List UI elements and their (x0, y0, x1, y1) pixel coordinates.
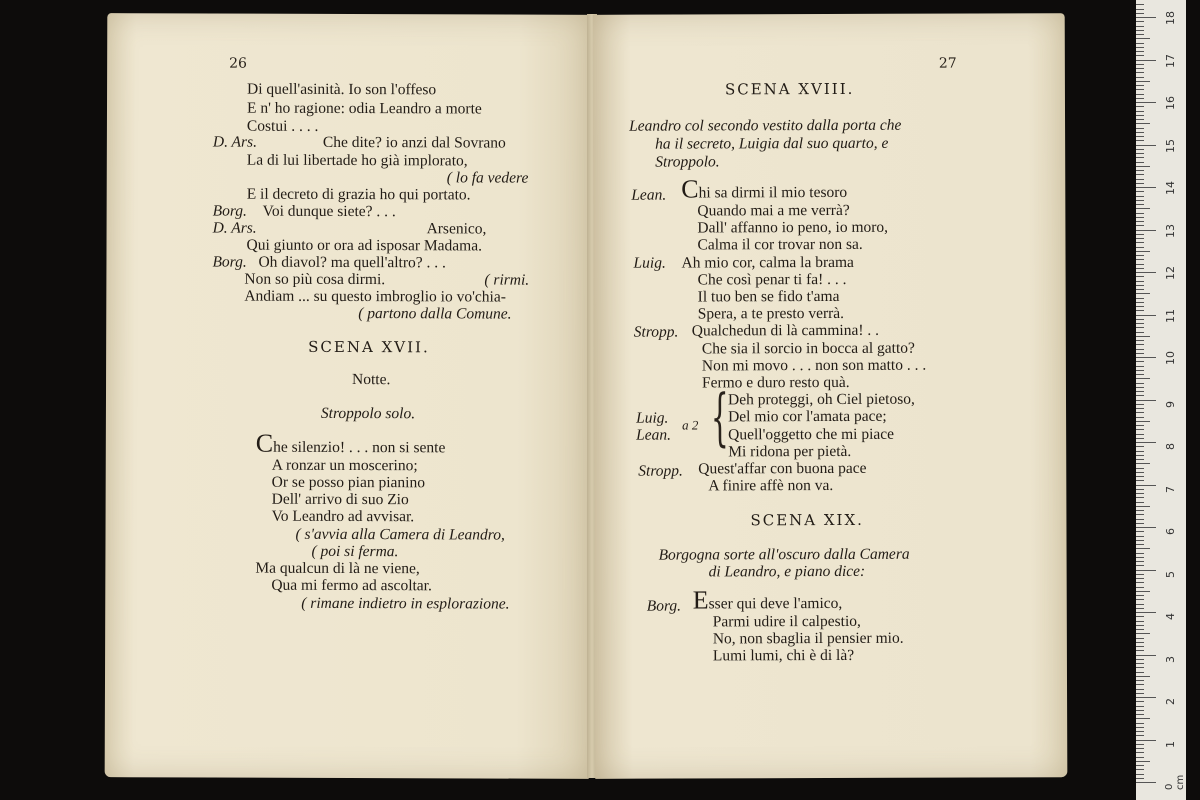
speaker-label: Stropp. (633, 323, 679, 341)
ruler-number: 9 (1164, 400, 1177, 408)
ruler-tick (1136, 174, 1144, 175)
verse-line: Qua mi fermo ad ascoltar. (271, 576, 432, 595)
ruler-tick (1136, 502, 1144, 503)
ruler-tick (1136, 442, 1156, 443)
verse-line: Qualchedun di là cammina! . . (691, 321, 880, 340)
ruler-tick (1136, 94, 1144, 95)
drop-cap: C (681, 174, 699, 204)
ruler-number: 13 (1164, 223, 1177, 238)
ruler-tick (1136, 340, 1144, 341)
verse-line: Calma il cor trovar non sa. (697, 235, 863, 254)
measurement-ruler (1136, 0, 1186, 800)
ruler-tick (1136, 77, 1144, 78)
ruler-tick (1136, 650, 1144, 651)
ruler-tick (1136, 408, 1144, 409)
ruler-tick (1136, 587, 1144, 588)
ruler-tick (1136, 298, 1144, 299)
ruler-tick (1136, 689, 1144, 690)
ruler-tick (1136, 761, 1150, 762)
ruler-tick (1136, 485, 1156, 486)
ruler-number: 4 (1164, 613, 1177, 620)
scene-title: SCENA XVIII. (724, 79, 855, 99)
ruler-tick (1136, 421, 1150, 422)
ruler-tick (1136, 676, 1150, 677)
stage-direction: di Leandro, e piano dice: (708, 562, 866, 581)
text-line: La di lui libertade ho già implorato, (246, 151, 468, 170)
ruler-tick (1136, 149, 1144, 150)
ruler-tick (1136, 693, 1144, 694)
ruler-tick (1136, 68, 1144, 69)
ruler-tick (1136, 106, 1144, 107)
verse-line: Che così penar ti fa! . . . (697, 270, 847, 289)
ruler-tick (1136, 591, 1150, 592)
ruler-tick (1136, 251, 1150, 252)
ruler-tick (1136, 153, 1144, 154)
ruler-tick (1136, 459, 1144, 460)
ruler-tick (1136, 361, 1144, 362)
ruler-tick (1136, 323, 1144, 324)
ruler-tick (1136, 242, 1144, 243)
ruler-tick (1136, 38, 1150, 39)
ruler-tick (1136, 183, 1144, 184)
ruler-tick (1136, 497, 1144, 498)
ruler-tick (1136, 387, 1144, 388)
ruler-tick (1136, 344, 1144, 345)
ruler-tick (1136, 778, 1144, 779)
text-line: E il decreto di grazia ho qui portato. (246, 185, 471, 204)
ruler-tick (1136, 540, 1144, 541)
ruler-tick (1136, 319, 1144, 320)
ruler-tick (1136, 455, 1144, 456)
ruler-tick (1136, 659, 1144, 660)
verse-line: Che sia il sorcio in bocca al gatto? (701, 339, 915, 358)
speaker-label: Borg. (646, 597, 682, 615)
ruler-tick (1136, 438, 1144, 439)
ruler-tick (1136, 26, 1144, 27)
ruler-tick (1136, 353, 1144, 354)
ruler-number: 2 (1164, 698, 1177, 705)
ruler-tick (1136, 259, 1144, 260)
drop-cap: C (255, 428, 274, 458)
ruler-number: 7 (1164, 485, 1177, 493)
ruler-tick (1136, 145, 1156, 146)
text-line: E n' ho ragione: odia Leandro a morte (246, 99, 482, 118)
ruler-tick (1136, 157, 1144, 158)
speaker-label: Lean. (631, 186, 667, 204)
stage-direction: Leandro col secondo vestito dalla porta che (629, 116, 902, 135)
ruler-tick (1136, 714, 1144, 715)
ruler-tick (1136, 136, 1144, 137)
ruler-tick (1136, 64, 1144, 65)
ruler-tick (1136, 34, 1144, 35)
ruler-tick (1136, 612, 1156, 613)
ruler-tick (1136, 718, 1150, 719)
ruler-tick (1136, 60, 1156, 61)
stage-direction: ( poi si ferma. (311, 542, 399, 561)
ruler-tick (1136, 548, 1150, 549)
verse-line (681, 174, 848, 204)
open-book (106, 14, 1066, 778)
ruler-tick (1136, 349, 1144, 350)
duet-marker: a 2 (682, 417, 699, 433)
ruler-tick (1136, 727, 1144, 728)
ruler-tick (1136, 680, 1144, 681)
ruler-tick (1136, 744, 1144, 745)
text-line: Costui . . . . (246, 117, 319, 135)
left-page (105, 13, 592, 779)
ruler-tick (1136, 179, 1144, 180)
ruler-tick (1136, 412, 1144, 413)
ruler-tick (1136, 225, 1144, 226)
ruler-tick (1136, 752, 1144, 753)
ruler-tick (1136, 255, 1144, 256)
ruler-tick (1136, 565, 1144, 566)
ruler-tick (1136, 519, 1144, 520)
ruler-tick (1136, 128, 1144, 129)
ruler-tick (1136, 370, 1144, 371)
ruler-tick (1136, 667, 1144, 668)
ruler-tick (1136, 553, 1144, 554)
verse-text: sser qui deve l'amico, (708, 594, 843, 613)
ruler-tick (1136, 119, 1144, 120)
text-line: Qui giunto or ora ad isposar Madama. (246, 236, 483, 255)
ruler-tick (1136, 616, 1144, 617)
ruler-tick (1136, 629, 1144, 630)
scene-title: SCENA XIX. (750, 510, 864, 530)
ruler-tick (1136, 468, 1144, 469)
ruler-tick (1136, 247, 1144, 248)
ruler-tick (1136, 774, 1144, 775)
ruler-tick (1136, 4, 1144, 5)
ruler-tick (1136, 633, 1150, 634)
ruler-tick (1136, 230, 1156, 231)
text-line: Voi dunque siete? . . . (262, 202, 396, 221)
ruler-tick (1136, 446, 1144, 447)
speaker-label: D. Ars. (212, 219, 257, 237)
text-line: Oh diavol? ma quell'altro? . . . (258, 253, 446, 272)
ruler-tick (1136, 200, 1144, 201)
ruler-tick (1136, 191, 1144, 192)
ruler-tick (1136, 608, 1144, 609)
stage-direction: Borgogna sorte all'oscuro dalla Camera (658, 545, 910, 564)
ruler-tick (1136, 268, 1144, 269)
ruler-tick (1136, 425, 1144, 426)
ruler-number: 1 (1164, 740, 1177, 748)
ruler-tick (1136, 701, 1144, 702)
verse-line: Lumi lumi, chi è di là? (712, 646, 855, 665)
ruler-tick (1136, 400, 1156, 401)
ruler-tick (1136, 536, 1144, 537)
ruler-tick (1136, 544, 1144, 545)
ruler-tick (1136, 480, 1144, 481)
ruler-tick (1136, 9, 1144, 10)
ruler-tick (1136, 782, 1156, 783)
ruler-tick (1136, 378, 1150, 379)
verse-line: Dell' arrivo di suo Zio (271, 490, 409, 509)
stage-direction: Stroppolo. (655, 153, 720, 171)
ruler-tick (1136, 208, 1150, 209)
ruler-tick (1136, 102, 1156, 103)
text-line: Arsenico, (426, 220, 487, 238)
speaker-label: Borg. (212, 253, 247, 271)
ruler-tick (1136, 599, 1144, 600)
ruler-unit-label: 0 cm (1164, 774, 1186, 790)
verse-line (255, 428, 446, 458)
verse-line: Mi ridona per pietà. (728, 442, 852, 461)
ruler-tick (1136, 306, 1144, 307)
ruler-tick (1136, 578, 1144, 579)
ruler-tick (1136, 604, 1144, 605)
ruler-number: 11 (1164, 308, 1177, 323)
ruler-tick (1136, 162, 1144, 163)
ruler-tick (1136, 238, 1144, 239)
verse-line: No, non sbaglia il pensier mio. (712, 629, 904, 648)
ruler-tick (1136, 302, 1144, 303)
ruler-tick (1136, 285, 1144, 286)
ruler-tick (1136, 213, 1144, 214)
ruler-tick (1136, 723, 1144, 724)
ruler-tick (1136, 434, 1144, 435)
verse-line: Quest'affar con buona pace (698, 459, 867, 478)
ruler-tick (1136, 417, 1144, 418)
ruler-tick (1136, 276, 1144, 277)
ruler-tick (1136, 217, 1144, 218)
ruler-tick (1136, 731, 1144, 732)
ruler-number: 17 (1164, 53, 1177, 68)
ruler-tick (1136, 272, 1156, 273)
verse-line: Fermo e duro resto quà. (701, 373, 850, 392)
verse-line: Dall' affanno io peno, io moro, (697, 218, 889, 237)
verse-line: Parmi udire il calpestio, (712, 612, 861, 631)
ruler-tick (1136, 642, 1144, 643)
ruler-tick (1136, 769, 1144, 770)
verse-line: Il tuo ben se fido t'ama (697, 287, 840, 306)
ruler-tick (1136, 55, 1144, 56)
ruler-number: 16 (1164, 96, 1177, 110)
ruler-tick (1136, 663, 1144, 664)
ruler-number: 3 (1164, 655, 1177, 663)
verse-line: Or se posso pian pianino (271, 473, 425, 492)
stage-direction: ( rimane indietro in esplorazione. (301, 594, 510, 613)
verse-line: Quell'oggetto che mi piace (728, 425, 895, 444)
stage-direction: ( partono dalla Comune. (358, 305, 512, 323)
verse-line: Ma qualcun di là ne viene, (255, 559, 420, 578)
text-line: Che dite? io anzi dal Sovrano (322, 133, 506, 152)
speaker-label: D. Ars. (212, 133, 257, 151)
ruler-tick (1136, 289, 1144, 290)
ruler-tick (1136, 293, 1150, 294)
ruler-tick (1136, 514, 1144, 515)
ruler-tick (1136, 98, 1144, 99)
verse-text: he silenzio! . . . non si sente (273, 438, 446, 457)
ruler-tick (1136, 621, 1144, 622)
stage-direction: ( rirmi. (484, 271, 530, 289)
verse-text: hi sa dirmi il mio tesoro (698, 183, 848, 202)
scene-setting: Notte. (352, 371, 391, 389)
ruler-tick (1136, 697, 1156, 698)
ruler-tick (1136, 710, 1144, 711)
ruler-number: 8 (1164, 443, 1177, 450)
character-note: Stroppolo solo. (320, 404, 416, 423)
ruler-tick (1136, 366, 1144, 367)
verse-line: Non mi movo . . . non son matto . . . (701, 356, 927, 375)
ruler-number: 14 (1164, 181, 1177, 195)
ruler-tick (1136, 531, 1144, 532)
ruler-tick (1136, 85, 1144, 86)
verse-line (692, 585, 843, 615)
page-number: 26 (229, 55, 248, 72)
ruler-tick (1136, 383, 1144, 384)
ruler-number: 12 (1164, 266, 1177, 280)
ruler-tick (1136, 476, 1144, 477)
scene-title: SCENA XVII. (308, 337, 430, 357)
ruler-tick (1136, 493, 1144, 494)
ruler-number: 10 (1164, 351, 1177, 365)
ruler-tick (1136, 429, 1144, 430)
ruler-tick (1136, 463, 1150, 464)
text-line: Di quell'asinità. Io son l'offeso (247, 80, 437, 99)
verse-line: A ronzar un moscerino; (271, 456, 418, 475)
ruler-tick (1136, 204, 1144, 205)
ruler-number: 15 (1164, 138, 1177, 153)
ruler-tick (1136, 684, 1144, 685)
text-line: Andiam ... su questo imbroglio io vo'chia- (244, 287, 506, 306)
ruler-tick (1136, 357, 1156, 358)
ruler-tick (1136, 221, 1144, 222)
verse-line: Spera, a te presto verrà. (697, 304, 845, 323)
ruler-tick (1136, 646, 1144, 647)
ruler-tick (1136, 132, 1144, 133)
drop-cap: E (692, 585, 709, 615)
ruler-tick (1136, 72, 1144, 73)
verse-line: Del mio cor l'amata pace; (728, 407, 887, 426)
ruler-tick (1136, 706, 1144, 707)
ruler-tick (1136, 570, 1156, 571)
ruler-tick (1136, 595, 1144, 596)
ruler-tick (1136, 111, 1144, 112)
text-line: Non so più cosa dirmi. (244, 270, 386, 289)
ruler-tick (1136, 264, 1144, 265)
speaker-label: Stropp. (638, 462, 683, 480)
ruler-tick (1136, 489, 1144, 490)
ruler-tick (1136, 510, 1144, 511)
ruler-tick (1136, 89, 1144, 90)
ruler-tick (1136, 582, 1144, 583)
ruler-tick (1136, 51, 1144, 52)
ruler-tick (1136, 765, 1144, 766)
ruler-tick (1136, 638, 1144, 639)
ruler-tick (1136, 315, 1156, 316)
ruler-tick (1136, 557, 1144, 558)
ruler-tick (1136, 187, 1156, 188)
stage-direction: ( s'avvia alla Camera di Leandro, (295, 525, 505, 544)
ruler-tick (1136, 395, 1144, 396)
ruler-tick (1136, 672, 1144, 673)
speaker-label: Luig. (633, 254, 666, 272)
ruler-tick (1136, 506, 1150, 507)
ruler-number: 6 (1164, 528, 1177, 535)
verse-line: A finire affè non va. (708, 476, 834, 495)
verse-line: Vo Leandro ad avvisar. (271, 507, 415, 526)
ruler-tick (1136, 336, 1150, 337)
ruler-tick (1136, 196, 1144, 197)
ruler-tick (1136, 574, 1144, 575)
ruler-tick (1136, 81, 1150, 82)
ruler-tick (1136, 523, 1144, 524)
page-number: 27 (938, 55, 957, 72)
ruler-tick (1136, 655, 1156, 656)
ruler-tick (1136, 166, 1150, 167)
ruler-tick (1136, 561, 1144, 562)
verse-line: Deh proteggi, oh Ciel pietoso, (727, 390, 915, 409)
ruler-tick (1136, 374, 1144, 375)
ruler-tick (1136, 391, 1144, 392)
ruler-tick (1136, 115, 1144, 116)
ruler-tick (1136, 234, 1144, 235)
ruler-tick (1136, 451, 1144, 452)
ruler-tick (1136, 735, 1144, 736)
ruler-number: 18 (1164, 11, 1177, 25)
speaker-label: Luig. (636, 409, 669, 427)
brace-icon: { (710, 380, 729, 454)
speaker-label: Borg. (212, 202, 247, 220)
speaker-label: Lean. (636, 426, 672, 444)
ruler-tick (1136, 30, 1144, 31)
ruler-tick (1136, 332, 1144, 333)
stage-direction: ha il secreto, Luigia dal suo quarto, e (655, 134, 889, 153)
ruler-tick (1136, 527, 1156, 528)
ruler-tick (1136, 43, 1144, 44)
ruler-tick (1136, 404, 1144, 405)
ruler-tick (1136, 472, 1144, 473)
ruler-tick (1136, 740, 1156, 741)
ruler-tick (1136, 123, 1150, 124)
ruler-tick (1136, 170, 1144, 171)
right-page (593, 13, 1068, 779)
ruler-tick (1136, 140, 1144, 141)
ruler-tick (1136, 625, 1144, 626)
stage-direction: ( lo fa vedere (446, 169, 529, 187)
verse-line: Ah mio cor, calma la brama (681, 253, 854, 272)
ruler-number: 5 (1164, 570, 1177, 578)
ruler-tick (1136, 310, 1144, 311)
ruler-tick (1136, 281, 1144, 282)
ruler-tick (1136, 17, 1156, 18)
ruler-tick (1136, 21, 1144, 22)
ruler-tick (1136, 757, 1144, 758)
ruler-tick (1136, 47, 1144, 48)
ruler-tick (1136, 13, 1144, 14)
verse-line: Quando mai a me verrà? (697, 201, 850, 220)
ruler-tick (1136, 748, 1144, 749)
ruler-tick (1136, 327, 1144, 328)
